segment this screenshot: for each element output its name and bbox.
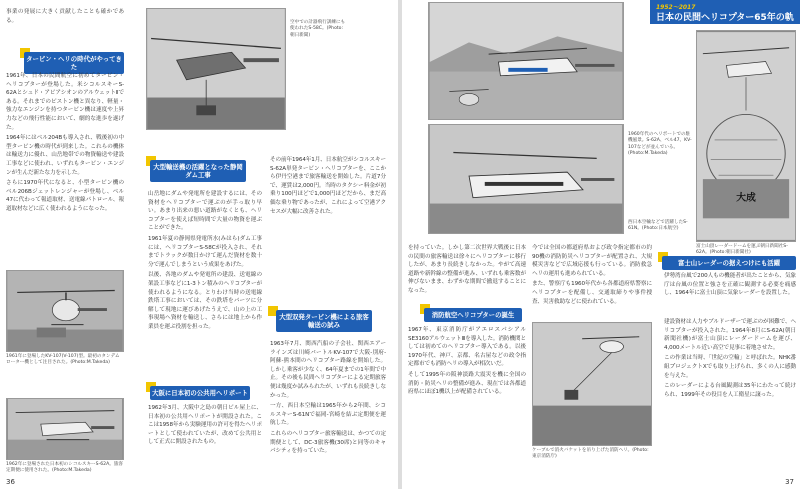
helicopter-image <box>429 125 623 233</box>
right-column-3-body <box>664 272 796 316</box>
page-number-right: 37 <box>785 478 794 486</box>
section-heading-fuji: 富士山レーダーの据えつけにも活躍 <box>662 256 796 270</box>
paragraph: 1967年、東京消防庁がアエロスパシアルSE3160アルウェットⅢを導入した。消防機関としては初めてのヘリコプター導入である。以後1970年代、神戸、京都、名古屋などの政令指定都市でも消防ヘリの導入が相次いだ。 <box>408 327 526 368</box>
helicopter-image <box>7 399 123 459</box>
paragraph: 1963年7月、関西汽船の子会社、関西エアーラインズは川崎バートルKV-107で大阪-別府-阿蘇-熊本間のヘリコプター路線を開始した。しかし乗客が少なく、64年夏までの1年間で中止。その後も民間ヘリコプターによる定期旅客便は幾度か試みられたが、いずれも長続きしなかった。 <box>270 341 386 399</box>
left-column-2-body-b <box>148 404 262 474</box>
section-heading-fire: 消防航空ヘリコプターの誕生 <box>424 308 522 322</box>
paragraph: 1962年3月、大阪中之島の朝日ビル屋上に、日本初の公共用ヘリポートが開設された。ここは1958年から実験運用の許可を得たヘリポートとして使われていたが、改めて公共用として正式に開設されたもの。 <box>148 405 262 446</box>
caption-right: 富士山頂レーダードームを運ぶ朝日新聞社S-62A。(Photo:朝日新聞社) <box>696 244 788 256</box>
left-column-3-body-b <box>270 340 386 478</box>
photo-helicopter-s62 <box>6 398 124 460</box>
helicopter-image <box>7 271 123 351</box>
left-page <box>0 0 398 489</box>
section-heading-turbine: タービン・ヘリの時代がやってきた <box>24 52 124 74</box>
caption-top-right: 1960年代のヘリポートでの駐機風景。S-62A、ベル47、KV-107などが並んでいる。(Photo:M.Takeda) <box>628 132 692 157</box>
right-page <box>402 0 800 489</box>
left-column-1-body <box>6 72 124 268</box>
paragraph: 1961年、日本の民間航空に初めてタービン・ヘリコプターが登場した。米シコルスキーS-62Aとシュド・アビアシオンのアルウェットⅡである。それまでのピストン機と異なり、軽量・強力なエンジンを持つタービン機は速度や上昇力などの飛行性能において、劇的な進歩を遂げた。 <box>6 73 124 131</box>
helicopter-image <box>533 323 651 445</box>
right-column-2-body <box>532 244 652 320</box>
paragraph: また、警察庁も1960年代から各都道府県警察にヘリコプターを配備し、交通取締りや事件捜査、災害救助などに使われている。 <box>532 281 652 305</box>
caption-bottom: 1962年に登場された日本初のシコルスキーS-62A。旅客定期便に使用された。(Photo:M.Takeda) <box>6 462 123 474</box>
left-column-1 <box>6 8 124 27</box>
paragraph: そして1995年の阪神淡路大震災を機に全国の消防・防災ヘリの整備が進み、現在では各都道府県にほぼ1機以上が配備されている。 <box>408 371 526 396</box>
helicopter-image <box>429 3 623 119</box>
left-column-2-body <box>148 190 262 376</box>
paragraph: を持っていた。しかし第二次世界大戦後に日本の民間の旅客輸送は徐々にヘリコプターに移行したが、あまり長続きしなかった。やがて高速道路や新幹線の整備が進み、いずれも乗客数が伸びないまま、わずかな期間で撤退することになった。 <box>408 245 526 294</box>
page-number-left: 36 <box>6 478 15 486</box>
photo-s61n <box>428 124 624 234</box>
helicopter-image <box>697 31 795 241</box>
caption-bottom-right: ケーブルで消火バケットを吊り上げた消防ヘリ。(Photo:東京消防庁) <box>532 448 649 460</box>
paragraph: 今では全国の都道府県および政令指定都市の約90機の消防防災ヘリコプターが配置され、大規模災害などで広域応援も行っている。消防救急ヘリの運用も進められている。 <box>532 245 652 277</box>
banner-years: 1952〜2017 <box>656 4 696 11</box>
caption-top: 空中での計器飛行訓練にも使われたS-58C。(Photo:朝日新聞) <box>290 20 346 38</box>
section-heading-heliport: 大阪に日本初の公共用ヘリポート <box>150 386 250 400</box>
paragraph: 1964年にはベル204Bも導入され、戦後初の中型タービン機の時代が到来した。これらの機体は輸送力に優れ、山岳地帯での物資輸送や建設工事などに使われ、いずれもタービン・エンジンが生んだ新たな力を示した。 <box>6 135 124 176</box>
caption-mid: 1961年に登場したKV-107(V-107)型。最初のタンデムローター機として注目された。(Photo:M.Takeda) <box>6 354 120 366</box>
left-column-3-body <box>270 156 386 296</box>
photo-helicopter-sling <box>146 8 286 130</box>
section-heading-passenger: 大型双発タービン機による旅客輸送の試み <box>276 310 372 332</box>
right-column-1-body <box>408 244 526 302</box>
banner-title: 日本の民間ヘリコプター65年の軌跡 <box>656 13 794 36</box>
intro-text: 事業の発展に大きく貢献したことも確かである。 <box>6 9 124 24</box>
helicopter-image <box>147 9 285 129</box>
paragraph: 山岳地にダムや発電所を建設するには、その資材をヘリコプターで運ぶのが手っ取り早い。あまり出来の悪い道路がなくとも、ヘリコプターを使えば短時間で大量の物資を運ぶことができた。 <box>148 191 262 232</box>
paragraph: さらに1970年代になると、小型タービン機のベル206Bジェットレンジャーが登場し、ベル47に代わって報道取材、送電線パトロール、報道取材などに広く使われるようになった。 <box>6 180 124 212</box>
paragraph: 建設資材は人力やブルドーザーで運ぶのが困難で、ヘリコプターが投入された。1964年8月にS-62A(朝日新聞社機)が富士山頂にレーダードームを運び、4,000メートル近い高空で見事に着地させた。 <box>664 319 796 351</box>
right-column-1-body-b <box>408 326 526 476</box>
photo-fire-heli <box>532 322 652 446</box>
series-banner <box>650 0 800 36</box>
paragraph: 1961年夏の静岡県発電所水(みはら)ダム工事には、ヘリコプターS-58Cが投入され、それまでトラックが数日かけて運んだ資材を数十分で運んでしまうという成果をあげた。 <box>148 235 262 268</box>
photo-helicopter-bell <box>6 270 124 352</box>
paragraph: この作業は当時、「世紀の空輸」と呼ばれた。NHK番組プロジェクトXでも取り上げられ、多くの人に感動を与えた。 <box>664 355 796 379</box>
paragraph: その前年1964年1月、日本航空がシコルスキーS-62A単発タービン・ヘリコプターを、ここから伊丹空港まで旅客輸送を開始した。片道7分で、運賃は2,000円。当時のタクシー料金が初乗り100円ほどで1,000円ほどだから、まだ高価な乗り物であったが、これによって空港アクセスが大幅に改善された。 <box>270 157 386 215</box>
caption-mid-right: 西日本空輸などで活躍したS-61N。(Photo:日本航空) <box>628 220 688 232</box>
paragraph: 以後、各地のダムや発電所の建設、送電線の架設工事などに1-3トン積みのヘリコプターが使われるようになる。とりわけ当時の送電線鉄塔工事においては、その鉄塔をパーツに分解して現地に運びあげたうえで、山の上の工事現場へ資材を輸送し、さらには地上から作業員を運ぶ役割を担った。 <box>148 272 262 330</box>
photo-heliport <box>428 2 624 120</box>
paragraph: 伊勢湾台風で200人もの機能者が出たことから、気象庁は台風の位置と強さを正確に観測する必要を痛感し、1964年に富士山頂に気象レーダーを設置した。 <box>664 273 796 297</box>
paragraph: これらのヘリコプター旅客輸送は、かつての定期便として、DC-3旅客機(30席)と同等のキャパシティを持っていた。 <box>270 430 386 455</box>
section-heading-dam: 大型輸送機の活躍となった静岡ダム工事 <box>150 160 246 182</box>
paragraph: このレーダーによる台風観測は35年にわたって続けられ、1999年その役目を人工衛星に譲った。 <box>664 383 796 398</box>
right-column-3-body-b <box>664 318 796 478</box>
sign-text: 大成 <box>736 192 756 204</box>
photo-radar-dome <box>696 30 796 242</box>
paragraph: 一方、西日本空輸は1965年から2年間、シコルスキーS-61Nで福岡-宮崎を結ぶ定期便を運航した。 <box>270 403 386 427</box>
